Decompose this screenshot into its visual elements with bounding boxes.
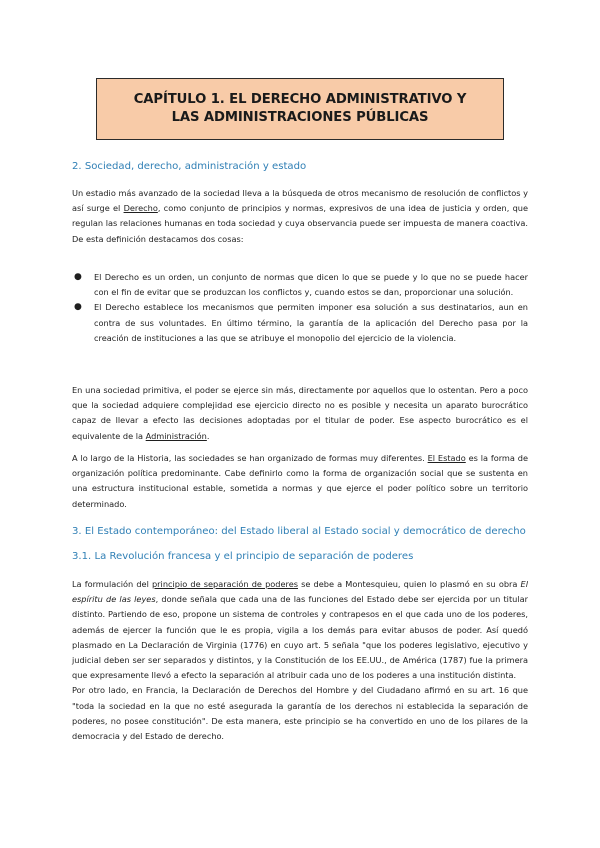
paragraph-text: es la forma de organización política predominante. Cabe definirlo como la forma de organización social que se sustenta en una estructura institucional estable, sometida a normas y que ejerce el poder político sobre un territorio determinado. — [72, 453, 528, 509]
section-2-paragraph-2 — [72, 383, 528, 444]
list-item-text: El Derecho es un orden, un conjunto de normas que dicen lo que se puede y lo que no se puede hacer con el fin de evitar que se produzcan los conflictos y, cuando estos se dan, proporcionar una solución. — [94, 272, 528, 298]
section-3-1-paragraph-2: Por otro lado, en Francia, la Declaración de Derechos del Hombre y del Ciudadano afirmó en su art. 16 que "toda la sociedad en la que no esté asegurada la garantía de los derechos ni establecida la separación de poderes, no posee constitución". De esta manera, este principio se ha convertido en uno de los pilares de la democracia y del Estado de derecho. — [72, 685, 528, 742]
chapter-title-line-2: LAS ADMINISTRACIONES PÚBLICAS — [171, 110, 429, 125]
paragraph-text: En una sociedad primitiva, el poder se ejerce sin más, directamente por aquellos que lo ostentan. Pero a poco que la sociedad adquiere complejidad ese ejercicio directo no es posible y necesita un aparato burocrático capaz de llevar a efecto las decisiones adoptadas por el titular de poder. Ese aspecto burocrático es el equivalente de la — [72, 385, 528, 441]
list-item-text: El Derecho establece los mecanismos que permiten imponer esa solución a sus destinatarios, aun en contra de sus voluntades. En último término, la garantía de la aplicación del Derecho pasa por la creación de instituciones a las que se atribuye el monopolio del ejercicio de la violencia. — [94, 302, 528, 343]
section-2-heading: 2. Sociedad, derecho, administración y estado — [72, 161, 307, 172]
section-3-heading: 3. El Estado contemporáneo: del Estado liberal al Estado social y democrático de derecho — [72, 526, 526, 537]
paragraph-text: La formulación del — [72, 579, 152, 589]
bullet-icon: ● — [74, 302, 82, 313]
term-separacion-poderes: principio de separación de poderes — [151, 579, 299, 589]
section-2-paragraph-3 — [72, 451, 528, 512]
section-2-paragraph-1 — [72, 186, 528, 247]
chapter-title-box — [96, 78, 504, 140]
term-administracion: Administración — [145, 430, 207, 441]
paragraph-text: , como conjunto de principios y normas, expresivos de una idea de justicia y orden, que regulan las relaciones humanas en toda sociedad y cuya observancia puede ser impuesta de manera coactiva. De esta definición destacamos dos cosas: — [72, 203, 528, 244]
section-3-1-heading: 3.1. La Revolución francesa y el principio de separación de poderes — [72, 551, 414, 562]
chapter-title-line-1: CAPÍTULO 1. EL DERECHO ADMINISTRATIVO Y — [133, 92, 467, 107]
bullet-icon: ● — [74, 272, 82, 282]
paragraph-text: se debe a Montesquieu, quien lo plasmó en su obra — [298, 579, 521, 589]
list-item — [72, 270, 528, 300]
book-title: El espíritu de las leyes — [72, 579, 528, 605]
paragraph-text: Un estadio más avanzado de la sociedad lleva a la búsqueda de otros mecanismo de resolución de conflictos y así surge el — [72, 188, 528, 214]
paragraph-text: . — [206, 430, 210, 441]
paragraph-text: A lo largo de la Historia, las sociedades se han organizado de formas muy diferentes. — [72, 453, 428, 463]
list-item — [72, 300, 528, 346]
bullet-list — [72, 270, 528, 346]
paragraph-text: , donde señala que cada una de las funciones del Estado debe ser ejercida por un titular distinto. Partiendo de eso, propone un sistema de controles y contrapesos en el que cada uno de los poderes, además de ejercer la función que le es propia, vigila a los demás para evitar abusos de poder. Así quedó plasmado en La Declaración de Virginia (1776) en cuyo art. 5 señala "que los poderes legislativo, ejecutivo y judicial deben ser ser separados y distintos, y la Constitución de los EE.UU., de América (1787) fue la primera que expresamente llevó a efecto la separación al atribuir cada uno de los poderes a una institución distinta. — [72, 594, 528, 681]
term-el-estado: El Estado — [427, 453, 466, 463]
section-3-1-paragraph-1 — [72, 577, 528, 744]
term-derecho: Derecho — [123, 203, 158, 214]
